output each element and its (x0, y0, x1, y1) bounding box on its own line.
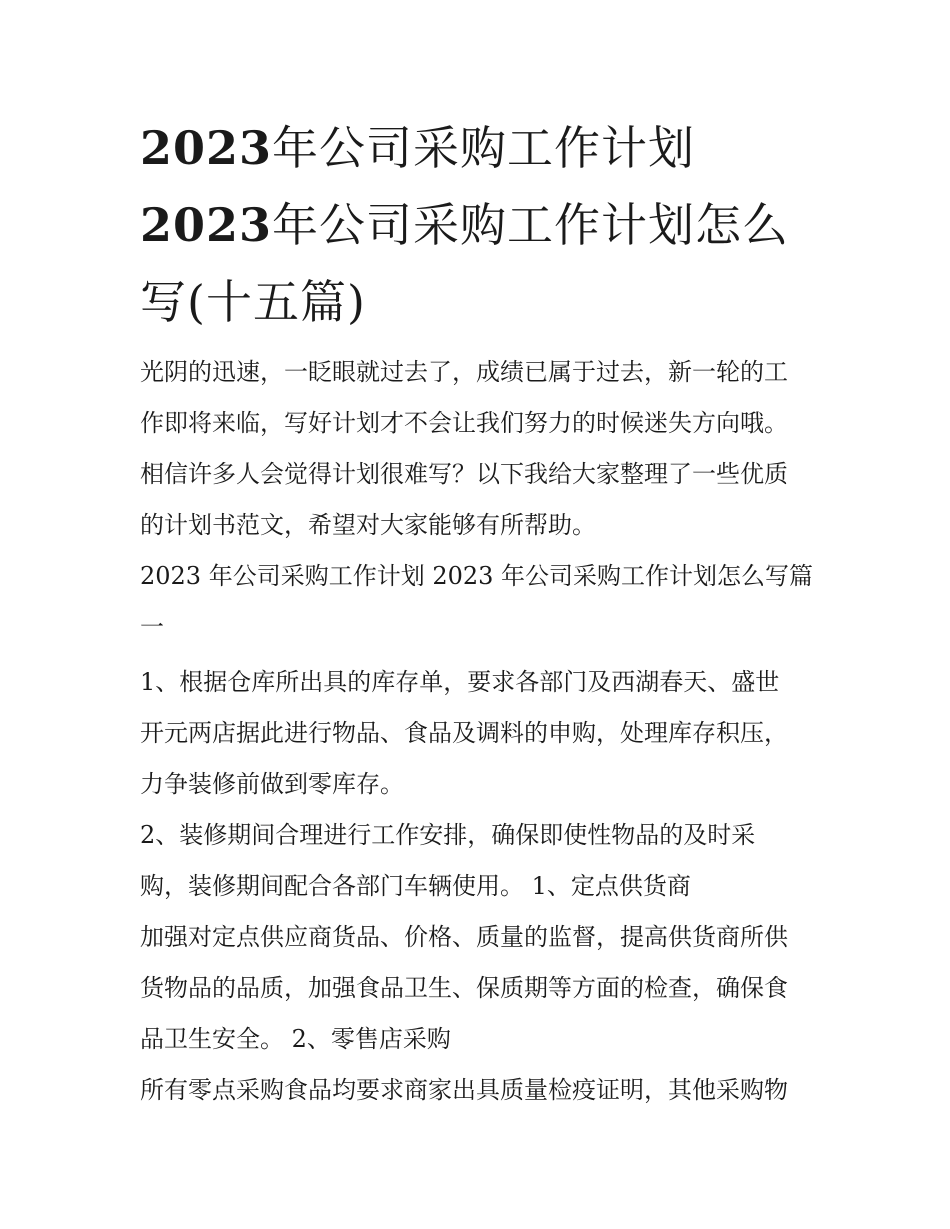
supplier-line: 货物品的品质，加强食品卫生、保质期等方面的检查，确保食 (140, 974, 788, 1002)
document-page (140, 110, 820, 1116)
title-line-2 (140, 187, 820, 264)
intro-paragraph (140, 347, 820, 551)
supplier-paragraph (140, 912, 820, 1065)
title-text: 年公司采购工作计划怎么 (272, 198, 790, 252)
supplier-line: 加强对定点供应商货品、价格、质量的监督，提高供货商所供 (140, 923, 788, 951)
title-line-1 (140, 110, 820, 187)
item-2-line: 2、装修期间合理进行工作安排，确保即使性物品的及时采 (140, 821, 756, 849)
title-text: 年公司采购工作计划 (272, 121, 696, 175)
title-text: 写(十五篇) (140, 275, 366, 329)
section-heading (140, 551, 820, 653)
item-1-paragraph (140, 657, 820, 810)
title-line-3 (140, 264, 820, 341)
intro-line: 相信许多人会觉得计划很难写？以下我给大家整理了一些优质 (140, 460, 788, 488)
item-1-line: 力争装修前做到零库存。 (140, 770, 404, 798)
intro-line: 作即将来临，写好计划才不会让我们努力的时候迷失方向哦。 (140, 409, 788, 437)
document-title (140, 110, 820, 341)
item-2-paragraph (140, 810, 820, 912)
intro-line: 的计划书范文，希望对大家能够有所帮助。 (140, 511, 596, 539)
section-heading-line: 一 (140, 613, 164, 641)
item-1-line: 开元两店据此进行物品、食品及调料的申购，处理库存积压， (140, 719, 788, 747)
title-year: 2023 (140, 198, 273, 252)
supplier-line: 品卫生安全。 2、零售店采购 (140, 1025, 451, 1053)
retail-paragraph (140, 1065, 820, 1116)
intro-line: 光阴的迅速，一眨眼就过去了，成绩已属于过去，新一轮的工 (140, 358, 788, 386)
item-2-line: 购，装修期间配合各部门车辆使用。 1、定点供货商 (140, 872, 691, 900)
retail-line: 所有零点采购食品均要求商家出具质量检疫证明，其他采购物 (140, 1076, 788, 1104)
title-year: 2023 (140, 121, 273, 175)
item-1-line: 1、根据仓库所出具的库存单，要求各部门及西湖春天、盛世 (140, 668, 780, 696)
section-heading-line: 2023 年公司采购工作计划 2023 年公司采购工作计划怎么写篇 (140, 562, 814, 590)
